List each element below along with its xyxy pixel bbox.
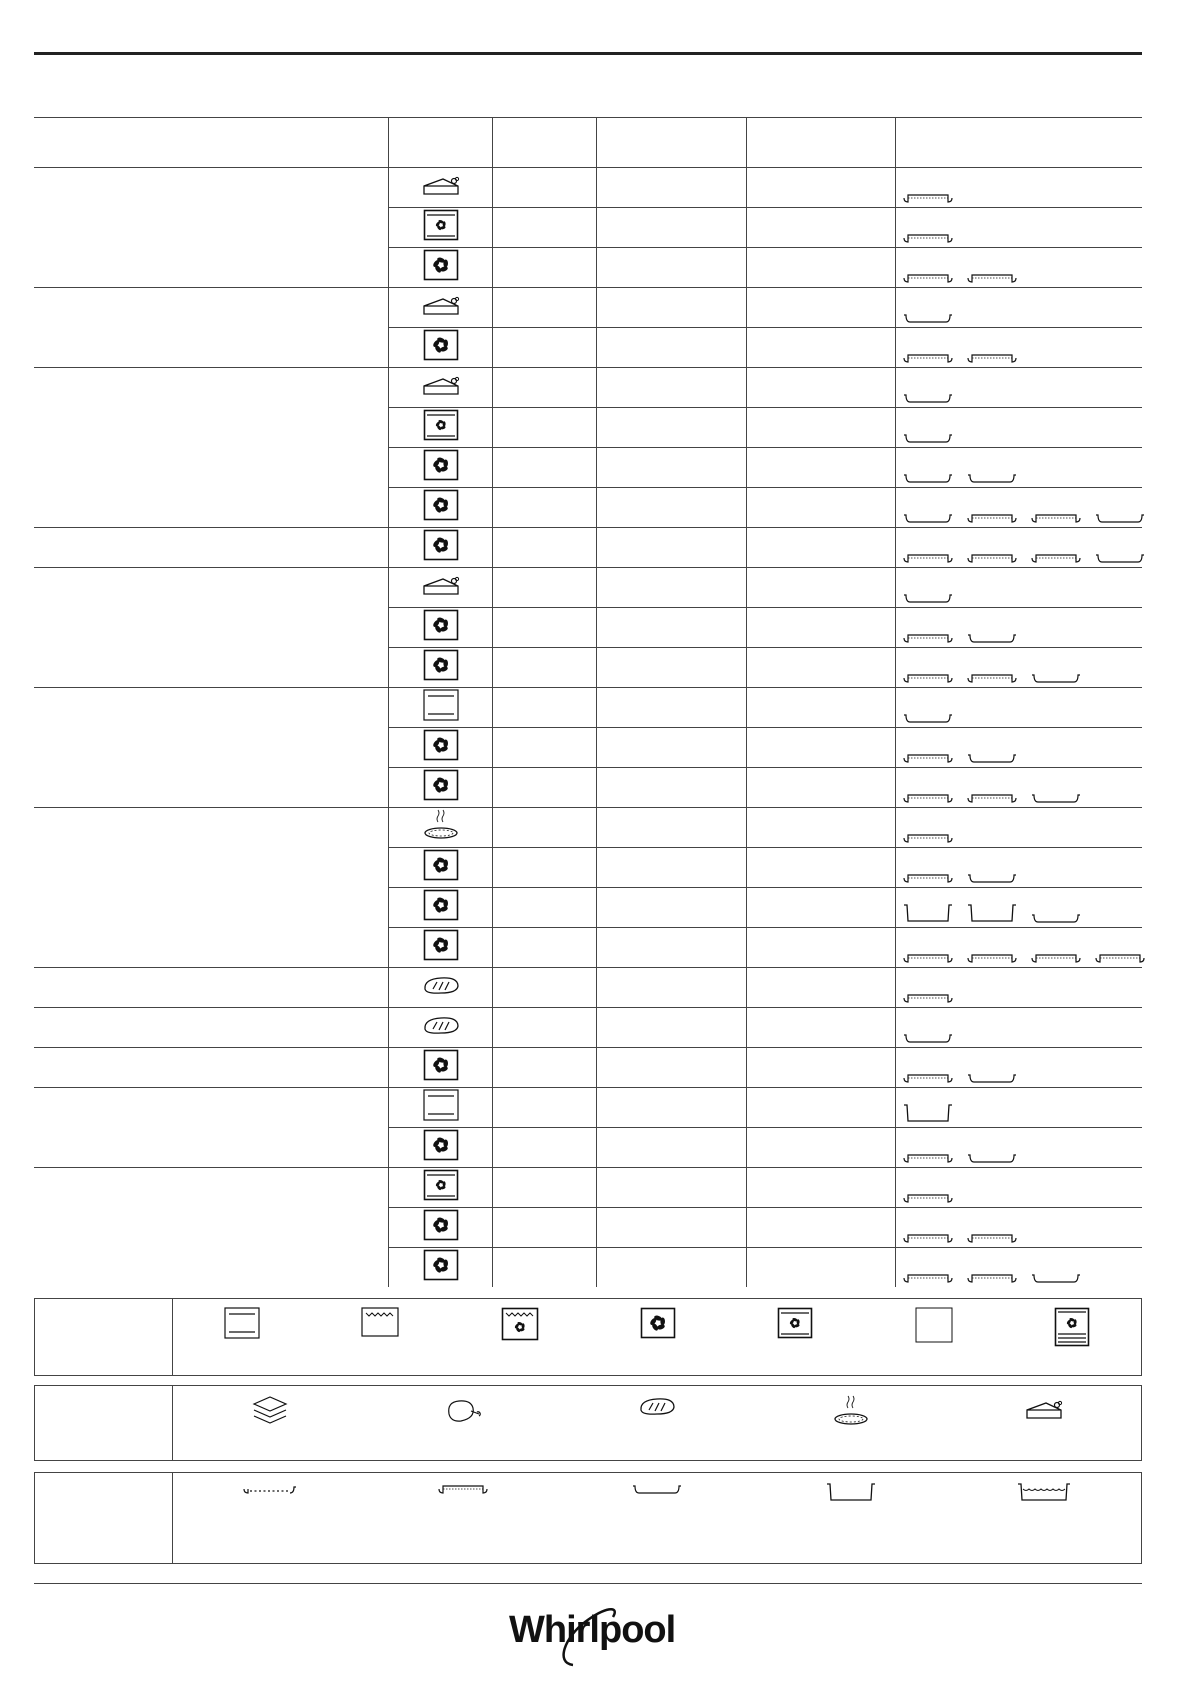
- time-cell: [747, 528, 896, 568]
- accessories-cell: [896, 568, 1143, 608]
- temperature-cell: [597, 968, 747, 1008]
- function-cell: [389, 808, 493, 848]
- pan-icon: [823, 1481, 879, 1503]
- preheat-cell: [493, 288, 597, 328]
- preheat-cell: [493, 608, 597, 648]
- accessories-cell: [896, 1208, 1143, 1248]
- function-cell: [389, 368, 493, 408]
- accessories-cell: [896, 488, 1143, 528]
- convection-fan-icon: [777, 1307, 813, 1339]
- function-cell: [389, 1048, 493, 1088]
- table-row: [34, 1048, 1142, 1088]
- temperature-cell: [597, 1048, 747, 1088]
- cake-icon: [421, 370, 461, 405]
- function-cell: [389, 528, 493, 568]
- function-cell: [389, 688, 493, 728]
- function-cell: [389, 1128, 493, 1168]
- rack-icon: [1030, 550, 1082, 564]
- forced-air-icon: [423, 649, 459, 686]
- tray-icon: [966, 630, 1018, 644]
- rack-icon: [966, 790, 1018, 804]
- preheat-cell: [493, 408, 597, 448]
- temperature-cell: [597, 728, 747, 768]
- bread-icon: [421, 973, 461, 1002]
- time-cell: [747, 688, 896, 728]
- tray-icon: [966, 870, 1018, 884]
- layers-icon: [250, 1394, 290, 1428]
- temperature-cell: [597, 168, 747, 208]
- time-cell: [747, 1048, 896, 1088]
- preheat-cell: [493, 768, 597, 808]
- accessories-cell: [896, 1048, 1143, 1088]
- function-cell: [389, 568, 493, 608]
- preheat-cell: [493, 208, 597, 248]
- accessories-cell: [896, 408, 1143, 448]
- preheat-cell: [493, 888, 597, 928]
- function-cell: [389, 1008, 493, 1048]
- tray-icon: [902, 590, 954, 604]
- forced-air-icon: [423, 929, 459, 966]
- preheat-cell: [493, 1008, 597, 1048]
- preheat-cell: [493, 1208, 597, 1248]
- food-cell: [34, 1008, 389, 1048]
- rack-icon: [902, 1230, 954, 1244]
- function-cell: [389, 968, 493, 1008]
- header-accessories: [896, 118, 1143, 168]
- temperature-cell: [597, 568, 747, 608]
- tray-icon: [902, 470, 954, 484]
- tray-icon: [902, 710, 954, 724]
- accessories-cell: [896, 1008, 1143, 1048]
- preheat-cell: [493, 368, 597, 408]
- cake-icon: [421, 290, 461, 325]
- legend-accessories: [34, 1472, 1142, 1564]
- time-cell: [747, 368, 896, 408]
- rack-icon: [902, 870, 954, 884]
- eco-icon: [1054, 1307, 1090, 1347]
- temperature-cell: [597, 488, 747, 528]
- accessories-cell: [896, 288, 1143, 328]
- time-cell: [747, 608, 896, 648]
- preheat-cell: [493, 248, 597, 288]
- time-cell: [747, 448, 896, 488]
- preheat-cell: [493, 808, 597, 848]
- preheat-cell: [493, 648, 597, 688]
- time-cell: [747, 1248, 896, 1288]
- wire-shelf-icon: [242, 1481, 298, 1495]
- tray-icon: [966, 750, 1018, 764]
- time-cell: [747, 568, 896, 608]
- rack-icon: [902, 1070, 954, 1084]
- tray-icon: [902, 1030, 954, 1044]
- function-cell: [389, 408, 493, 448]
- table-row: [34, 568, 1142, 608]
- food-cell: [34, 568, 389, 688]
- accessories-cell: [896, 1248, 1143, 1288]
- legend-foods-label: [35, 1386, 173, 1460]
- rack-icon: [902, 230, 954, 244]
- food-cell: [34, 528, 389, 568]
- bottom-rule: [34, 1583, 1142, 1584]
- preheat-cell: [493, 448, 597, 488]
- legend-functions-items: [173, 1299, 1141, 1375]
- food-cell: [34, 808, 389, 968]
- tray-icon: [966, 1150, 1018, 1164]
- header-function: [389, 118, 493, 168]
- rack-icon: [902, 670, 954, 684]
- forced-air-icon: [423, 1129, 459, 1166]
- preheat-cell: [493, 1248, 597, 1288]
- tray-icon: [629, 1481, 685, 1495]
- forced-air-icon: [423, 529, 459, 566]
- time-cell: [747, 168, 896, 208]
- temperature-cell: [597, 248, 747, 288]
- forced-air-icon: [423, 489, 459, 526]
- food-cell: [34, 1168, 389, 1288]
- preheat-cell: [493, 568, 597, 608]
- function-cell: [389, 1248, 493, 1288]
- tray-icon: [1094, 510, 1146, 524]
- accessories-cell: [896, 368, 1143, 408]
- convection-fan-icon: [423, 1169, 459, 1206]
- preheat-cell: [493, 688, 597, 728]
- forced-air-icon: [423, 1249, 459, 1286]
- accessories-cell: [896, 888, 1143, 928]
- cake-icon: [1024, 1394, 1064, 1424]
- function-cell: [389, 728, 493, 768]
- temperature-cell: [597, 1128, 747, 1168]
- rack-icon: [902, 550, 954, 564]
- temperature-cell: [597, 928, 747, 968]
- preheat-cell: [493, 728, 597, 768]
- convection-fan-icon: [423, 209, 459, 246]
- accessories-cell: [896, 728, 1143, 768]
- temperature-cell: [597, 848, 747, 888]
- function-cell: [389, 288, 493, 328]
- forced-air-icon: [640, 1307, 676, 1339]
- function-cell: [389, 448, 493, 488]
- temperature-cell: [597, 368, 747, 408]
- legend-foods-items: [173, 1386, 1141, 1460]
- rack-icon: [966, 510, 1018, 524]
- tray-icon: [902, 430, 954, 444]
- legend-foods: [34, 1385, 1142, 1461]
- preheat-cell: [493, 528, 597, 568]
- preheat-cell: [493, 968, 597, 1008]
- whirlpool-logo: [505, 1597, 685, 1669]
- accessories-cell: [896, 528, 1143, 568]
- accessories-cell: [896, 208, 1143, 248]
- temperature-cell: [597, 528, 747, 568]
- rack-icon: [1094, 950, 1146, 964]
- rack-icon: [902, 1190, 954, 1204]
- tray-icon: [902, 310, 954, 324]
- rack-icon: [902, 1150, 954, 1164]
- legend-functions-label: [35, 1299, 173, 1375]
- temperature-cell: [597, 288, 747, 328]
- function-cell: [389, 1168, 493, 1208]
- pizza-icon: [421, 808, 461, 847]
- preheat-cell: [493, 1088, 597, 1128]
- temperature-cell: [597, 648, 747, 688]
- header-food: [34, 118, 389, 168]
- tray-icon: [966, 470, 1018, 484]
- function-cell: [389, 488, 493, 528]
- time-cell: [747, 768, 896, 808]
- header-time: [747, 118, 896, 168]
- cake-icon: [421, 170, 461, 205]
- food-cell: [34, 1088, 389, 1168]
- forced-air-icon: [423, 249, 459, 286]
- food-cell: [34, 1048, 389, 1088]
- table-row: [34, 1088, 1142, 1128]
- function-cell: [389, 608, 493, 648]
- accessories-cell: [896, 808, 1143, 848]
- pan-icon: [902, 902, 954, 924]
- time-cell: [747, 1088, 896, 1128]
- rack-icon: [966, 350, 1018, 364]
- temperature-cell: [597, 328, 747, 368]
- time-cell: [747, 728, 896, 768]
- tray-icon: [1030, 670, 1082, 684]
- accessories-cell: [896, 768, 1143, 808]
- forced-air-icon: [423, 889, 459, 926]
- table-row: [34, 968, 1142, 1008]
- preheat-cell: [493, 1168, 597, 1208]
- accessories-cell: [896, 648, 1143, 688]
- preheat-cell: [493, 488, 597, 528]
- time-cell: [747, 208, 896, 248]
- blank-icon: [915, 1307, 953, 1343]
- time-cell: [747, 488, 896, 528]
- tray-icon: [1030, 910, 1082, 924]
- temperature-cell: [597, 808, 747, 848]
- temperature-cell: [597, 888, 747, 928]
- accessories-cell: [896, 1088, 1143, 1128]
- accessories-cell: [896, 608, 1143, 648]
- time-cell: [747, 808, 896, 848]
- time-cell: [747, 648, 896, 688]
- accessories-cell: [896, 688, 1143, 728]
- rack-icon: [902, 270, 954, 284]
- rack-icon: [902, 630, 954, 644]
- temperature-cell: [597, 688, 747, 728]
- rack-icon: [966, 670, 1018, 684]
- forced-air-icon: [423, 329, 459, 366]
- table-header-row: [34, 118, 1142, 168]
- rack-icon: [902, 750, 954, 764]
- temperature-cell: [597, 1248, 747, 1288]
- rack-icon: [966, 550, 1018, 564]
- pan-icon: [966, 902, 1018, 924]
- rack-icon: [966, 1230, 1018, 1244]
- time-cell: [747, 288, 896, 328]
- rack-icon: [902, 790, 954, 804]
- cooking-table: [34, 117, 1142, 1287]
- food-cell: [34, 968, 389, 1008]
- food-cell: [34, 688, 389, 808]
- forced-air-icon: [423, 1209, 459, 1246]
- function-cell: [389, 1208, 493, 1248]
- time-cell: [747, 968, 896, 1008]
- function-cell: [389, 208, 493, 248]
- temperature-cell: [597, 448, 747, 488]
- temperature-cell: [597, 1008, 747, 1048]
- forced-air-icon: [423, 769, 459, 806]
- temperature-cell: [597, 768, 747, 808]
- rack-icon: [1030, 510, 1082, 524]
- accessories-cell: [896, 448, 1143, 488]
- preheat-cell: [493, 328, 597, 368]
- table-row: [34, 168, 1142, 208]
- preheat-cell: [493, 1048, 597, 1088]
- time-cell: [747, 928, 896, 968]
- grill-icon: [361, 1307, 399, 1337]
- accessories-cell: [896, 1168, 1143, 1208]
- table-row: [34, 1168, 1142, 1208]
- top-rule: [34, 52, 1142, 55]
- drip-tray-icon: [1016, 1481, 1072, 1503]
- function-cell: [389, 168, 493, 208]
- time-cell: [747, 408, 896, 448]
- pan-icon: [902, 1102, 954, 1124]
- forced-air-icon: [423, 449, 459, 486]
- table-body: [34, 168, 1142, 1288]
- accessories-cell: [896, 928, 1143, 968]
- cake-icon: [421, 570, 461, 605]
- tray-icon: [1094, 550, 1146, 564]
- time-cell: [747, 1128, 896, 1168]
- function-cell: [389, 928, 493, 968]
- header-temperature: [597, 118, 747, 168]
- chicken-icon: [443, 1394, 483, 1426]
- rack-icon: [966, 950, 1018, 964]
- forced-air-icon: [423, 849, 459, 886]
- forced-air-icon: [423, 1049, 459, 1086]
- accessories-cell: [896, 968, 1143, 1008]
- food-cell: [34, 288, 389, 368]
- tray-icon: [966, 1070, 1018, 1084]
- time-cell: [747, 1008, 896, 1048]
- time-cell: [747, 328, 896, 368]
- accessories-cell: [896, 168, 1143, 208]
- legend-accessories-label: [35, 1473, 173, 1563]
- temperature-cell: [597, 1168, 747, 1208]
- conventional-icon: [224, 1307, 260, 1339]
- tray-icon: [1030, 790, 1082, 804]
- preheat-cell: [493, 848, 597, 888]
- function-cell: [389, 1088, 493, 1128]
- time-cell: [747, 248, 896, 288]
- accessories-cell: [896, 848, 1143, 888]
- legend-accessories-items: [173, 1473, 1141, 1563]
- rack-icon: [902, 950, 954, 964]
- function-cell: [389, 888, 493, 928]
- tray-icon: [902, 390, 954, 404]
- rack-icon: [966, 1270, 1018, 1284]
- rack-icon: [902, 190, 954, 204]
- temperature-cell: [597, 408, 747, 448]
- accessories-cell: [896, 328, 1143, 368]
- time-cell: [747, 1168, 896, 1208]
- forced-air-icon: [423, 609, 459, 646]
- table-row: [34, 528, 1142, 568]
- rack-icon: [902, 1270, 954, 1284]
- tray-icon: [902, 510, 954, 524]
- bread-icon: [421, 1013, 461, 1042]
- preheat-cell: [493, 1128, 597, 1168]
- temperature-cell: [597, 1088, 747, 1128]
- function-cell: [389, 768, 493, 808]
- table-row: [34, 288, 1142, 328]
- food-cell: [34, 368, 389, 528]
- temperature-cell: [597, 208, 747, 248]
- function-cell: [389, 328, 493, 368]
- pizza-icon: [831, 1394, 871, 1428]
- time-cell: [747, 888, 896, 928]
- rack-icon: [435, 1481, 491, 1495]
- tray-icon: [1030, 1270, 1082, 1284]
- table-row: [34, 688, 1142, 728]
- forced-air-icon: [423, 729, 459, 766]
- preheat-cell: [493, 928, 597, 968]
- function-cell: [389, 848, 493, 888]
- table-row: [34, 808, 1142, 848]
- table-row: [34, 368, 1142, 408]
- legend-functions: [34, 1298, 1142, 1376]
- accessories-cell: [896, 1128, 1143, 1168]
- logo-wordmark: Whirlpool: [509, 1609, 676, 1651]
- time-cell: [747, 1208, 896, 1248]
- turbo-grill-icon: [501, 1307, 539, 1341]
- bread-icon: [637, 1394, 677, 1418]
- rack-icon: [966, 270, 1018, 284]
- function-cell: [389, 248, 493, 288]
- conventional-icon: [423, 689, 459, 726]
- time-cell: [747, 848, 896, 888]
- rack-icon: [902, 990, 954, 1004]
- table-row: [34, 1008, 1142, 1048]
- temperature-cell: [597, 608, 747, 648]
- temperature-cell: [597, 1208, 747, 1248]
- rack-icon: [902, 350, 954, 364]
- rack-icon: [902, 830, 954, 844]
- rack-icon: [1030, 950, 1082, 964]
- convection-fan-icon: [423, 409, 459, 446]
- preheat-cell: [493, 168, 597, 208]
- conventional-icon: [423, 1089, 459, 1126]
- function-cell: [389, 648, 493, 688]
- food-cell: [34, 168, 389, 288]
- header-preheat: [493, 118, 597, 168]
- accessories-cell: [896, 248, 1143, 288]
